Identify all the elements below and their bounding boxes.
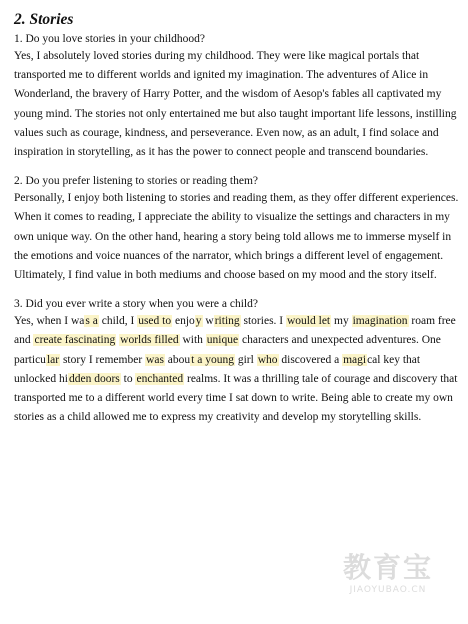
highlighted-text: riting bbox=[214, 315, 240, 328]
site-watermark bbox=[318, 552, 458, 596]
answer-text-segment: my bbox=[331, 315, 352, 328]
question-block-3 bbox=[14, 297, 460, 427]
question-block-1 bbox=[14, 32, 460, 162]
answer-text-segment: stories. I bbox=[240, 315, 286, 328]
highlighted-text: magi bbox=[343, 353, 367, 366]
watermark-url: JIAOYUBAO.CN bbox=[349, 585, 427, 595]
highlighted-text: t a young bbox=[191, 353, 234, 366]
question-3: 3. Did you ever write a story when you were a child? bbox=[14, 298, 258, 311]
answer-text-segment: characters and unexpected adventures. One particu bbox=[14, 334, 441, 366]
answer-3 bbox=[14, 312, 460, 427]
answer-text-segment: Yes, when I wa bbox=[14, 315, 85, 328]
question-block-2 bbox=[14, 174, 460, 285]
highlighted-text: used to bbox=[138, 315, 172, 328]
answer-text-segment: girl bbox=[234, 353, 257, 366]
answer-text-segment: roam free and bbox=[14, 315, 456, 347]
document-page bbox=[14, 10, 460, 439]
highlighted-text: y bbox=[195, 315, 202, 328]
highlighted-text: worlds filled bbox=[120, 334, 179, 347]
highlighted-text: s a bbox=[85, 315, 98, 328]
answer-text-segment: w bbox=[202, 315, 214, 328]
highlighted-text: was bbox=[146, 353, 164, 366]
question-2: 2. Do you prefer listening to stories or reading them? bbox=[14, 175, 258, 188]
answer-text-segment: story I remember bbox=[60, 353, 146, 366]
highlighted-text: dden doors bbox=[68, 372, 120, 385]
answer-text-segment: discovered a bbox=[278, 353, 343, 366]
answer-text-segment: with bbox=[179, 334, 206, 347]
section-heading: 2. Stories bbox=[14, 11, 74, 28]
answer-2: Personally, I enjoy both listening to stories and reading them, as they offer different experiences. When it comes to reading, I appreciate the ability to visualize the settings and characters in my own unique way. On the other hand, hearing a story being told allows me to immerse myself in the emotions and voice nuances of the narrator, which brings a different level of engagement. Ultimately, I find value in both mediums and choose based on my mood and the story itself. bbox=[14, 192, 459, 282]
highlighted-text: would let bbox=[287, 315, 331, 328]
highlighted-text: create fascinating bbox=[34, 334, 116, 347]
highlighted-text: imagination bbox=[352, 315, 408, 328]
highlighted-text: lar bbox=[46, 353, 60, 366]
highlighted-text: who bbox=[257, 353, 278, 366]
answer-text-segment: cal key that unlocked hi bbox=[14, 353, 421, 385]
watermark-logo-text: 教育宝 bbox=[342, 551, 433, 584]
answer-1: Yes, I absolutely loved stories during my childhood. They were like magical portals that transported me to different worlds and ignited my imagination. The adventures of Alice in Wonderland, the bravery of Harry Potter, and the wisdom of Aesop's fables all captivated my young mind. The stories not only entertained me but also taught important life lessons, instilling values such as courage, kindness, and perseverance. Even now, as an adult, I find solace and inspiration in storytelling, as it has the power to connect people and transcend boundaries. bbox=[14, 50, 457, 159]
question-1: 1. Do you love stories in your childhood? bbox=[14, 33, 206, 45]
answer-text-segment: child, I bbox=[98, 315, 138, 328]
highlighted-text: enchanted bbox=[136, 372, 184, 385]
answer-text-segment: realms. It was a thrilling tale of courage and discovery that transported me to a different world every time I sat down to write. Being able to create my own stories as a child allowed me to express my creativity and develop my storytelling skills. bbox=[14, 372, 458, 424]
highlighted-text: unique bbox=[206, 334, 239, 347]
answer-text-segment: abou bbox=[164, 353, 191, 366]
answer-text-segment: enjo bbox=[172, 315, 195, 328]
answer-text-segment: to bbox=[120, 372, 136, 385]
